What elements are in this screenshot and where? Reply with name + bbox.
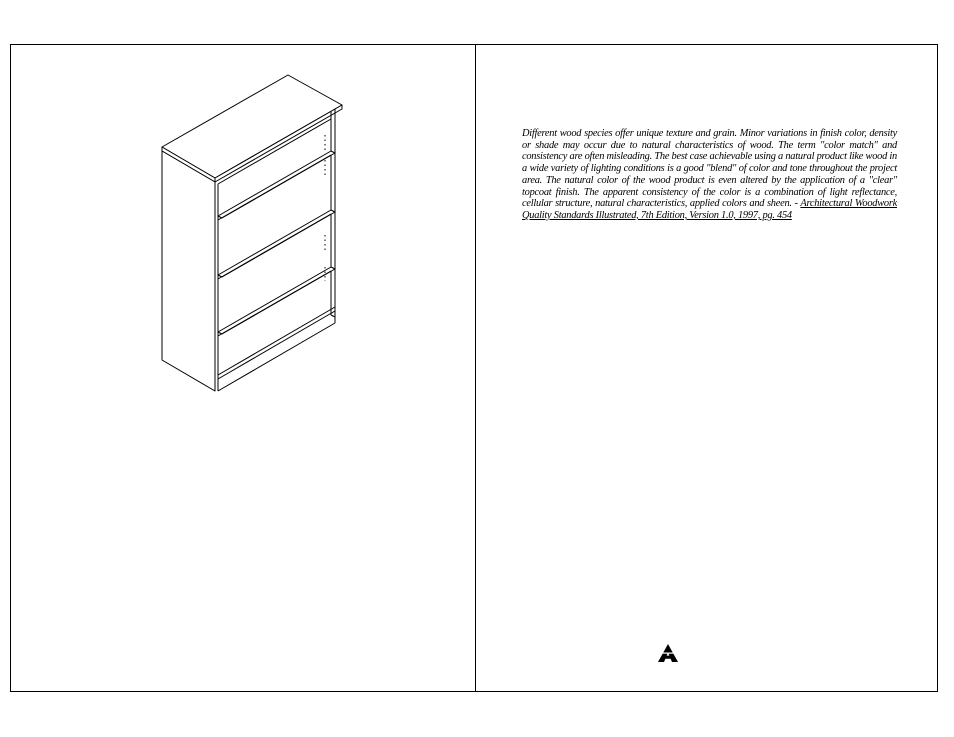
brand-logo-icon xyxy=(657,643,679,663)
spec-sheet xyxy=(10,44,938,692)
wood-variation-note xyxy=(522,128,897,222)
note-citation: Architectural Woodwork Quality Standards Illustrated, 7th Edition, Version 1.0, 1997, pg. 454 xyxy=(522,198,898,221)
shelf-3 xyxy=(218,267,335,336)
panel-divider xyxy=(475,45,476,691)
base xyxy=(218,307,335,391)
shelf-2 xyxy=(218,210,335,279)
bookcase-illustration xyxy=(161,73,361,398)
note-body: Different wood species offer unique texture and grain. Minor variations in finish color, density or shade may occur due to natural characteristics of wood. The term "color match" and consistency are often misleading. The best case achievable using a natural product like wood in a wide variety of lighting conditions is a good "blend" of color and tone throughout the project area. The natural color of the wood product is even altered by the application of a "clear" topcoat finish. The apparent consistency of the color is a combination of light reflectance, cellular structure, natural characteristics, applied colors and sheen. - xyxy=(522,128,897,210)
